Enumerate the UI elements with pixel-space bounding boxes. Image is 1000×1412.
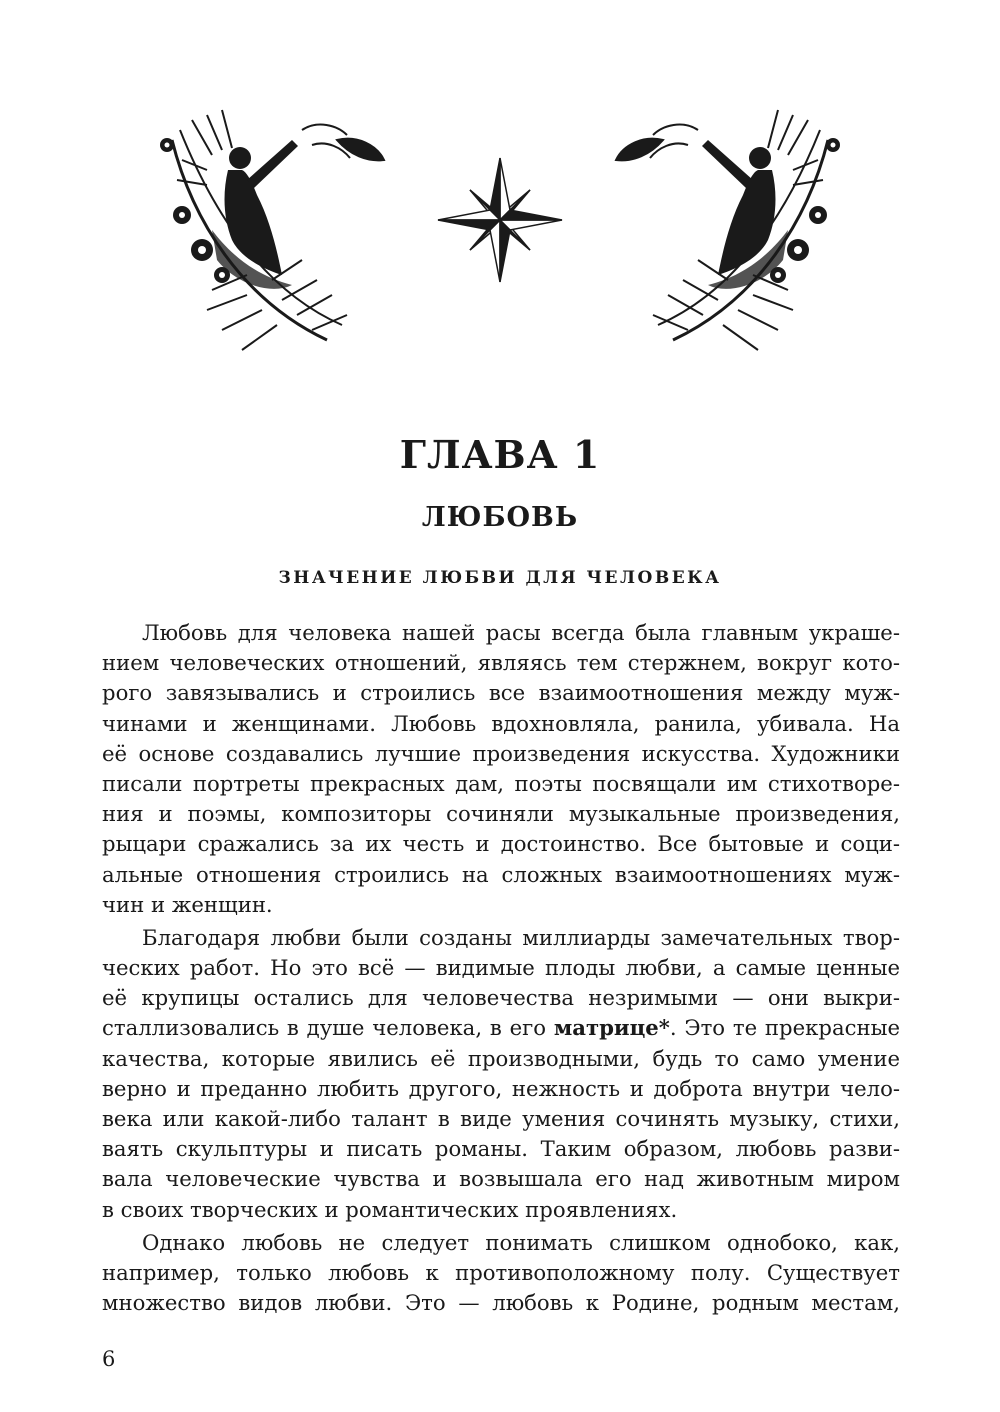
matrix-term: матрице* <box>553 1015 670 1041</box>
text-line: Любовь для человека нашей расы всегда была главным украше- <box>142 620 900 645</box>
text-line: рого завязывались и строились все взаимоотношения между муж- <box>102 680 900 706</box>
angel-figure-icon <box>152 100 392 365</box>
page-number: 6 <box>102 1347 116 1371</box>
compass-star-icon <box>436 156 564 284</box>
body-text <box>102 618 900 1318</box>
text-line: вала человеческие чувства и возвышала его над животным миром <box>102 1166 900 1192</box>
text-line: Благодаря любви были созданы миллиарды замечательных твор- <box>142 924 900 950</box>
text-line: альные отношения строились на сложных взаимоотношениях муж- <box>102 861 900 887</box>
text-line: ваять скульптуры и писать романы. Таким образом, любовь разви- <box>102 1136 900 1162</box>
text-line: рыцари сражались за их честь и достоинство. Все бытовые и соци- <box>102 831 900 857</box>
text-line-mixed <box>102 1013 900 1043</box>
chapter-title: ГЛАВА 1 <box>399 432 601 477</box>
text-line: верно и преданно любить другого, нежность и доброта внутри чело- <box>102 1075 900 1101</box>
text-line: писали портреты прекрасных дам, поэты посвящали им стихотворе- <box>102 770 900 796</box>
text-line: качества, которые явились её производными, будь то само умение <box>102 1045 900 1071</box>
text-line: например, только любовь к противоположному полу. Существует <box>102 1259 900 1285</box>
chapter-subtitle: ЛЮБОВЬ <box>421 502 579 533</box>
text-fragment: сталлизовались в душе человека, в его <box>102 1015 554 1041</box>
text-fragment: . Это те прекрасные <box>669 1015 900 1041</box>
text-line: в своих творческих и романтических проявлениях. <box>102 1196 678 1222</box>
text-line: Однако любовь не следует понимать слишком однобоко, как, <box>142 1229 900 1255</box>
angel-figure-icon <box>608 100 848 365</box>
text-line: ния и поэмы, композиторы сочиняли музыкальные произведения, <box>102 801 900 827</box>
text-line: века или какой-либо талант в виде умения сочинять музыку, стихи, <box>102 1106 900 1131</box>
text-line: нием человеческих отношений, являясь тем стержнем, вокруг кото- <box>102 650 900 676</box>
text-line: множество видов любви. Это — любовь к Родине, родным местам, <box>102 1290 900 1316</box>
text-line: её основе создавались лучшие произведения искусства. Художники <box>102 740 900 766</box>
text-line: чин и женщин. <box>102 891 273 917</box>
text-line: ческих работ. Но это всё — видимые плоды любви, а самые ценные <box>102 955 900 981</box>
text-line: чинами и женщинами. Любовь вдохновляла, ранила, убивала. На <box>102 710 900 736</box>
text-line: её крупицы остались для человечества незримыми — они выкри- <box>102 985 900 1011</box>
section-title: ЗНАЧЕНИЕ ЛЮБВИ ДЛЯ ЧЕЛОВЕКА <box>278 568 722 588</box>
